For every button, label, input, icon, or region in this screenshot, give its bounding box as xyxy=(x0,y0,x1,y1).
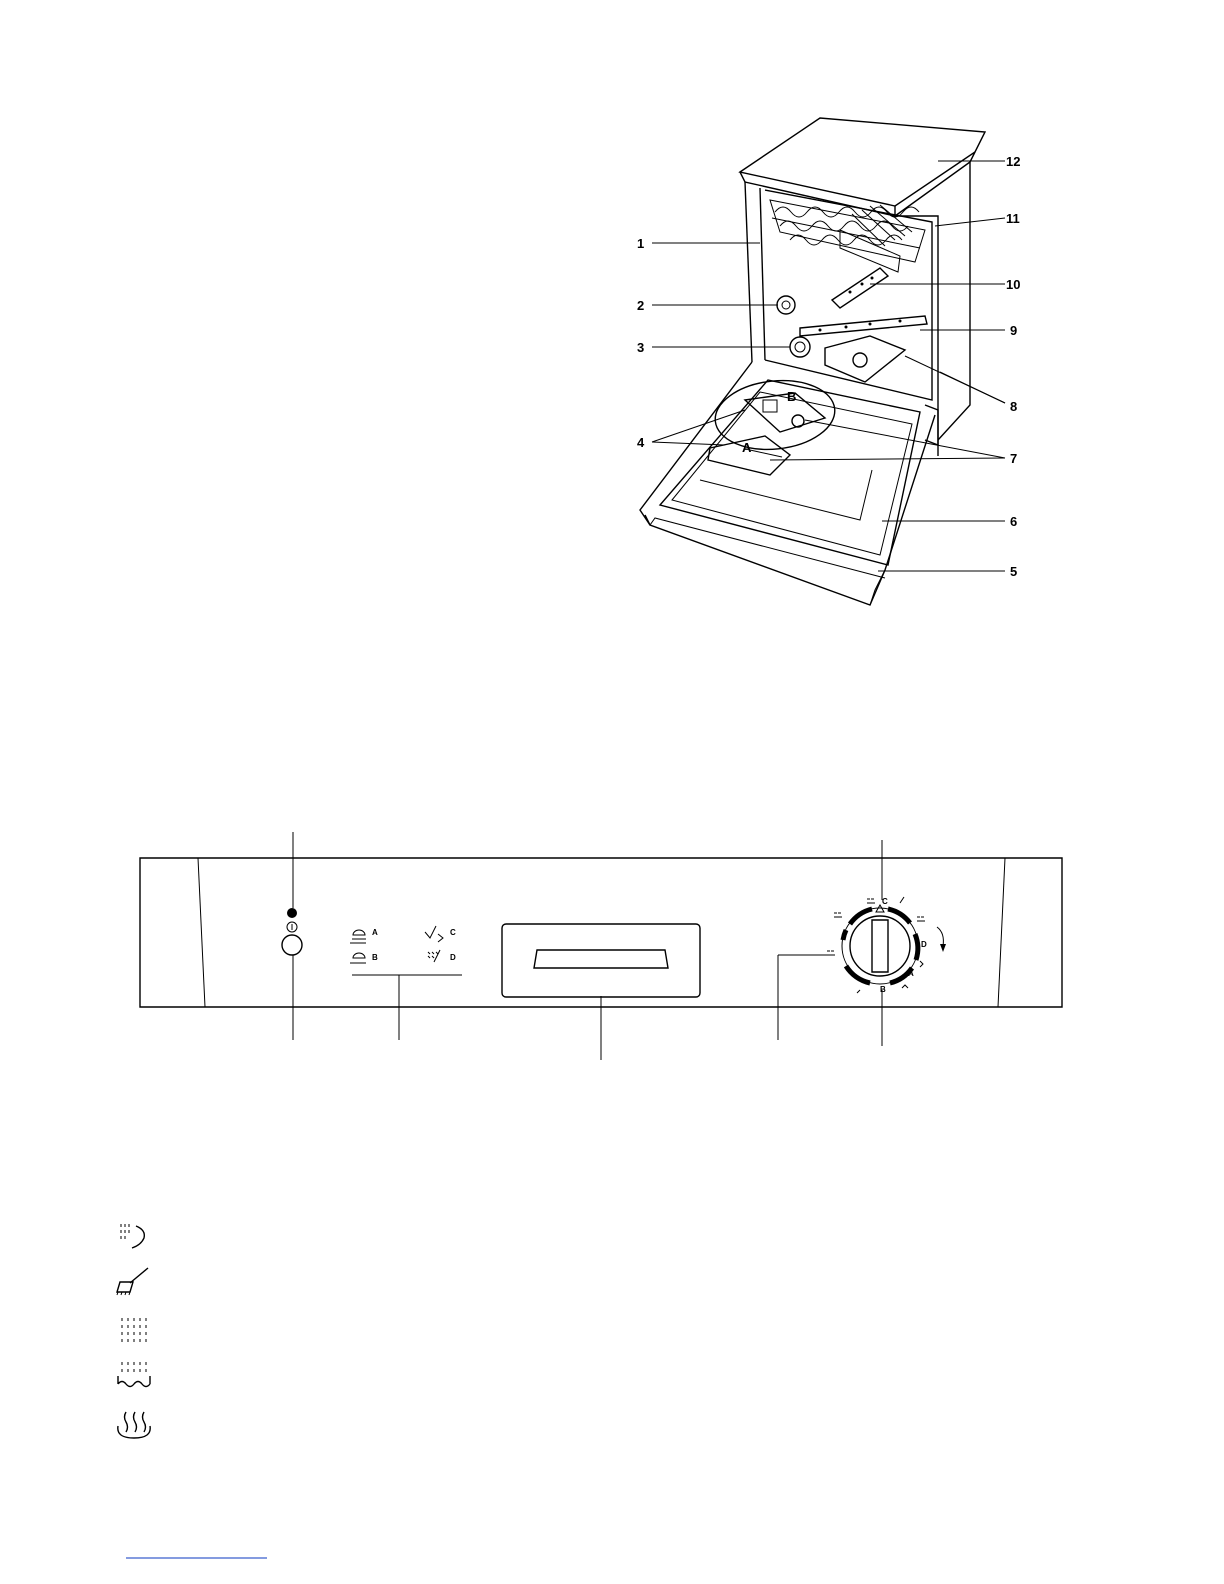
callout-2: 2 xyxy=(637,298,645,313)
power-indicator-light xyxy=(287,908,297,918)
callout-12: 12 xyxy=(1006,154,1021,169)
callout-5: 5 xyxy=(1010,564,1018,579)
dial-grip[interactable] xyxy=(872,920,888,972)
callout-1: 1 xyxy=(637,236,645,251)
symbol-legend xyxy=(117,1224,150,1438)
dial-letter-a: A xyxy=(908,969,914,978)
dispenser-label-b: B xyxy=(787,389,797,404)
callout-11: 11 xyxy=(1006,211,1020,226)
rinse-icon xyxy=(122,1318,146,1342)
indicator-label-b: B xyxy=(372,953,378,962)
callout-3: 3 xyxy=(637,340,645,355)
callout-6: 6 xyxy=(1010,514,1018,529)
programme-indicators xyxy=(350,926,456,963)
pots-brush-icon xyxy=(117,1268,148,1295)
dial-letter-b: B xyxy=(880,985,886,994)
dial-letter-d: D xyxy=(921,940,927,949)
indicator-label-c: C xyxy=(450,928,456,937)
indicator-label-d: D xyxy=(450,953,456,962)
indicator-c-icon xyxy=(425,926,443,942)
power-button[interactable] xyxy=(282,935,302,955)
callout-10: 10 xyxy=(1006,277,1021,292)
indicator-a-icon xyxy=(350,930,366,943)
dispenser-label-a: A xyxy=(742,440,752,455)
dial-letter-c: C xyxy=(882,897,888,906)
door-handle[interactable] xyxy=(502,924,700,997)
dishwasher-illustration xyxy=(637,118,1020,605)
callout-7: 7 xyxy=(1010,451,1018,466)
indicator-b-icon xyxy=(350,953,366,963)
prewash-icon xyxy=(121,1224,144,1248)
callout-8: 8 xyxy=(1010,399,1018,414)
drying-heat-icon xyxy=(118,1412,150,1438)
rinse-hold-icon xyxy=(118,1362,150,1387)
indicator-d-icon xyxy=(428,950,440,962)
callout-9: 9 xyxy=(1010,323,1018,338)
callout-4: 4 xyxy=(637,435,645,450)
indicator-label-a: A xyxy=(372,928,378,937)
programme-selector-dial[interactable] xyxy=(827,897,946,994)
